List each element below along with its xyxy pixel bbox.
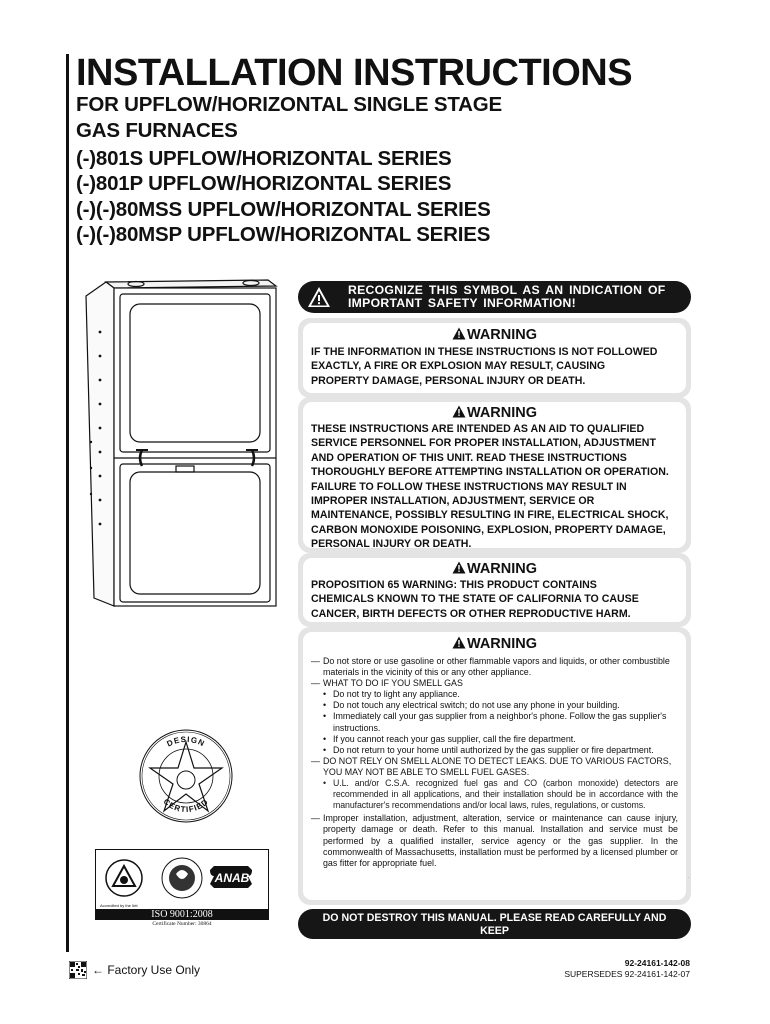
warning-text-line: IF THE INFORMATION IN THESE INSTRUCTIONS IS NOT FOLLOWED: [311, 346, 658, 358]
warning-heading: [303, 327, 686, 343]
subtitle-line: GAS FURNACES: [76, 119, 238, 142]
svg-text:CERTIFIED: [162, 797, 211, 814]
warning-bullet: • Do not try to light any appliance.: [311, 689, 678, 700]
warning-text-line: PERSONAL INJURY OR DEATH.: [311, 538, 472, 551]
warning-box-gas-smell: [298, 627, 691, 905]
subtitle-line: FOR UPFLOW/HORIZONTAL SINGLE STAGE: [76, 93, 502, 116]
series-line: (-)801S UPFLOW/HORIZONTAL SERIES: [76, 147, 452, 170]
left-margin-rule: [66, 54, 69, 952]
document-number: 92-24161-142-08: [624, 958, 690, 968]
warning-triangle-icon: [452, 405, 466, 418]
warning-list-item: — Do not store or use gasoline or other flammable vapors and liquids, or other combustible materials in the vicinity of this or any other appliance.: [311, 656, 678, 678]
warning-box-fire-explosion: [298, 318, 691, 398]
warning-text-line: AND OPERATION OF THIS UNIT. READ THESE INSTRUCTIONS: [311, 451, 627, 464]
warning-list-item: — Improper installation, adjustment, alteration, service or maintenance can cause injury, property damage or death. Refer to this manual. Installation and service must be performed by a qualified installer, service agency or the gas supplier. In the commonwealth of Massachusetts, installation must be performed by a licensed plumber or gas fitter for appropriate fuel.: [311, 813, 678, 868]
vertical-code: ·: [686, 876, 691, 878]
series-line: (-)801P UPFLOW/HORIZONTAL SERIES: [76, 172, 452, 195]
factory-use-label: ← Factory Use Only: [92, 963, 201, 977]
warning-bullet: • Immediately call your gas supplier from a neighbor's phone. Follow the gas supplier's instructions.: [311, 711, 678, 733]
warning-bullet: • If you cannot reach your gas supplier, call the fire department.: [311, 734, 678, 745]
warning-heading-text: WARNING: [466, 327, 538, 343]
warning-text-line: THESE INSTRUCTIONS ARE INTENDED AS AN AID TO QUALIFIED: [311, 423, 645, 435]
warning-text-line: CANCER, BIRTH DEFECTS OR OTHER REPRODUCTIVE HARM.: [311, 607, 631, 620]
safety-symbol-banner: [298, 281, 691, 313]
warning-text-line: PROPOSITION 65 WARNING: THIS PRODUCT CONTAINS: [311, 579, 597, 591]
keep-manual-banner: [298, 909, 691, 950]
seal-top-text: DESIGN: [165, 734, 207, 749]
warning-list-item: — DO NOT RELY ON SMELL ALONE TO DETECT LEAKS. DUE TO VARIOUS FACTORS, YOU MAY NOT BE ABLE TO SMELL FUEL GASES.: [311, 756, 678, 778]
warning-text-line: MAINTENANCE, POSSIBLY RESULTING IN FIRE, ELECTRICAL SHOCK,: [311, 509, 669, 522]
warning-box-proposition-65: [298, 553, 691, 627]
seal-bottom-text: CERTIFIED: [161, 797, 211, 815]
warning-text-line: FAILURE TO FOLLOW THESE INSTRUCTIONS MAY RESULT IN: [311, 480, 627, 493]
series-line: (-)(-)80MSS UPFLOW/HORIZONTAL SERIES: [76, 198, 491, 221]
safety-banner-line: IMPORTANT SAFETY INFORMATION!: [348, 296, 576, 310]
iso-badge: ISO 9001:2008: [95, 909, 269, 920]
warning-heading: [303, 636, 686, 652]
warning-triangle-icon: [452, 561, 466, 574]
safety-banner-line: RECOGNIZE THIS SYMBOL AS AN INDICATION OF: [348, 283, 666, 297]
svg-text:DESIGN: [165, 735, 206, 749]
supersedes-label: SUPERSEDES 92-24161-142-07: [564, 969, 690, 979]
warning-text-line: THOROUGHLY BEFORE ATTEMPTING INSTALLATION OR OPERATION.: [311, 466, 669, 479]
footer-banner-line: IN A SAFE PLACE FOR FUTURE REFERENCE BY A SERVICEMAN.: [327, 938, 662, 950]
footer-banner-line: DO NOT DESTROY THIS MANUAL. PLEASE READ CAREFULLY AND KEEP: [322, 912, 667, 937]
warning-heading-text: WARNING: [466, 561, 538, 577]
warning-triangle-icon: [452, 327, 466, 340]
warning-text-line: CARBON MONOXIDE POISONING, EXPLOSION, PROPERTY DAMAGE,: [311, 523, 666, 536]
warning-bullet: • U.L. and/or C.S.A. recognized fuel gas and CO (carbon monoxide) detectors are recommended in all applications, and their installation should be in accordance with the manufacturer's recommendations and/or local laws, rules, regulations, or customs.: [311, 778, 678, 811]
series-line: (-)(-)80MSP UPFLOW/HORIZONTAL SERIES: [76, 223, 491, 246]
warning-list-item: — WHAT TO DO IF YOU SMELL GAS: [311, 678, 678, 689]
design-certified-seal: [138, 728, 234, 824]
warning-text-line: PROPERTY DAMAGE, PERSONAL INJURY OR DEATH.: [311, 374, 586, 387]
warning-triangle-icon: [307, 286, 331, 308]
warning-bullet: • Do not touch any electrical switch; do not use any phone in your building.: [311, 700, 678, 711]
warning-triangle-icon: [452, 636, 466, 649]
certification-logos: [95, 849, 269, 913]
warning-text-line: IMPROPER INSTALLATION, ADJUSTMENT, SERVICE OR: [311, 495, 595, 508]
accredited-text: Accredited by the Ibtt: [100, 903, 138, 908]
anab-logo-text: ANAB: [214, 871, 250, 885]
warning-text-line: CHEMICALS KNOWN TO THE STATE OF CALIFORNIA TO CAUSE: [311, 593, 639, 606]
qr-code-icon: [69, 961, 87, 979]
certificate-number: Certificate Number: 30864: [152, 921, 212, 927]
warning-heading-text: WARNING: [466, 405, 538, 421]
warning-box-qualified-personnel: [298, 397, 691, 553]
warning-heading-text: WARNING: [466, 636, 538, 652]
warning-text-line: SERVICE PERSONNEL FOR PROPER INSTALLATION, ADJUSTMENT: [311, 437, 656, 450]
quality-logos-graphic: [96, 850, 268, 912]
page-title: INSTALLATION INSTRUCTIONS: [76, 52, 633, 94]
warning-heading: [303, 405, 686, 421]
warning-text-line: EXACTLY, A FIRE OR EXPLOSION MAY RESULT, CAUSING: [311, 360, 606, 373]
warning-heading: [303, 561, 686, 577]
warning-bullet: • Do not return to your home until authorized by the gas supplier or fire department.: [311, 745, 678, 756]
furnace-illustration: [76, 272, 286, 608]
